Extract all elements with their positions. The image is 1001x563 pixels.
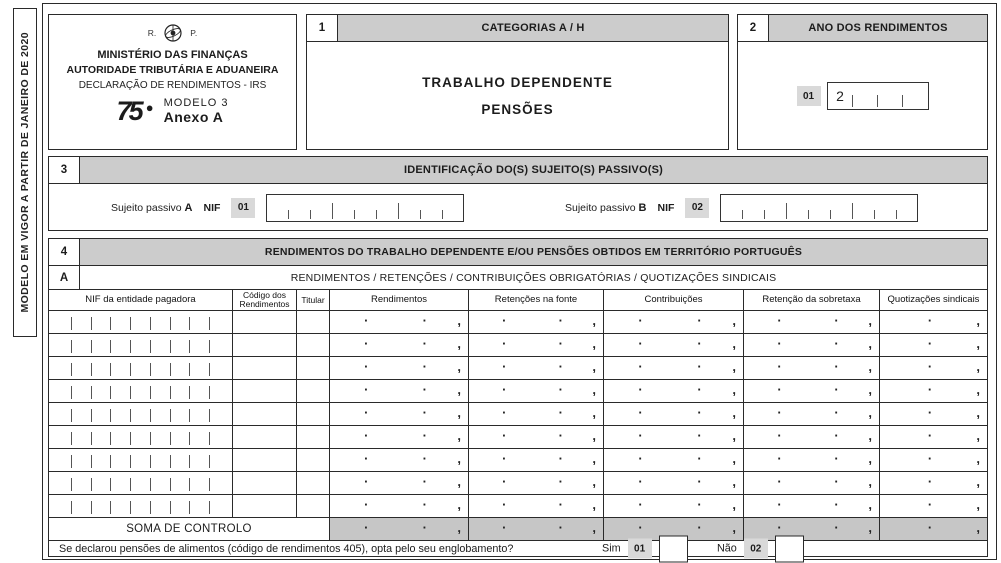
col-header-contribuicoes: Contribuições bbox=[603, 290, 743, 310]
rendimentos-cell[interactable]: · · , bbox=[329, 334, 468, 356]
section4-income bbox=[48, 238, 988, 557]
retencao-sobretaxa-cell[interactable]: · · , bbox=[743, 449, 879, 471]
year-field-code: 01 bbox=[797, 86, 821, 106]
quotizacoes-sindicais-cell[interactable]: · , bbox=[879, 357, 987, 379]
entity-nif-input[interactable] bbox=[49, 495, 232, 517]
subject-b-field-code: 02 bbox=[685, 198, 709, 218]
contribuicoes-cell[interactable]: · · , bbox=[603, 403, 743, 425]
income-table-row bbox=[49, 472, 987, 495]
income-code-input[interactable] bbox=[232, 403, 296, 425]
yes-field-code: 01 bbox=[628, 539, 652, 559]
quotizacoes-sindicais-cell[interactable]: · , bbox=[879, 311, 987, 333]
entity-nif-input[interactable] bbox=[49, 403, 232, 425]
field-number-3: 3 bbox=[49, 157, 80, 183]
contribuicoes-cell[interactable]: · · , bbox=[603, 449, 743, 471]
quotizacoes-sindicais-cell[interactable]: · , bbox=[879, 380, 987, 402]
answer-no-group bbox=[717, 535, 804, 562]
contribuicoes-cell[interactable]: · · , bbox=[603, 380, 743, 402]
subject-a-label: Sujeito passivo A bbox=[111, 201, 193, 214]
income-year-title: ANO DOS RENDIMENTOS bbox=[769, 15, 987, 41]
entity-nif-input[interactable] bbox=[49, 357, 232, 379]
retencao-sobretaxa-cell[interactable]: · · , bbox=[743, 357, 879, 379]
income-table-row bbox=[49, 449, 987, 472]
section4-title: RENDIMENTOS DO TRABALHO DEPENDENTE E/OU PENSÕES OBTIDOS EM TERRITÓRIO PORTUGUÊS bbox=[80, 239, 987, 265]
category-pensoes: PENSÕES bbox=[481, 102, 554, 117]
section3-body bbox=[49, 184, 987, 231]
quotizacoes-sindicais-cell[interactable]: · , bbox=[879, 334, 987, 356]
contribuicoes-cell[interactable]: · · , bbox=[603, 472, 743, 494]
titular-input[interactable] bbox=[296, 380, 329, 402]
income-code-input[interactable] bbox=[232, 426, 296, 448]
ministry-name: MINISTÉRIO DAS FINANÇAS bbox=[97, 49, 248, 61]
year-input[interactable]: 2 bbox=[827, 82, 929, 110]
income-table-row bbox=[49, 357, 987, 380]
titular-input[interactable] bbox=[296, 334, 329, 356]
rendimentos-cell[interactable]: · · , bbox=[329, 495, 468, 517]
titular-input[interactable] bbox=[296, 426, 329, 448]
income-code-input[interactable] bbox=[232, 472, 296, 494]
quotizacoes-sindicais-cell[interactable]: · , bbox=[879, 449, 987, 471]
income-table-row bbox=[49, 334, 987, 357]
subject-b-nif-label: NIF bbox=[657, 201, 675, 214]
subject-b-label: Sujeito passivo B bbox=[565, 201, 647, 214]
income-year-box bbox=[737, 14, 988, 150]
contribuicoes-cell[interactable]: · · , bbox=[603, 495, 743, 517]
income-table-header bbox=[49, 290, 987, 311]
form-version-sidebar bbox=[13, 8, 37, 337]
quotizacoes-sindicais-cell[interactable]: · , bbox=[879, 472, 987, 494]
income-table-row bbox=[49, 495, 987, 518]
income-table-row bbox=[49, 426, 987, 449]
retencoes-fonte-cell[interactable]: · · , bbox=[468, 380, 603, 402]
contribuicoes-cell[interactable]: · · , bbox=[603, 426, 743, 448]
quotizacoes-sindicais-cell[interactable]: · , bbox=[879, 495, 987, 517]
quotizacoes-sindicais-cell[interactable]: · , bbox=[879, 426, 987, 448]
categories-body bbox=[307, 42, 728, 150]
anexo-label: Anexo A bbox=[163, 109, 224, 125]
yes-label: Sim bbox=[602, 542, 621, 555]
categories-title: CATEGORIAS A / H bbox=[338, 15, 728, 41]
col-header-quotizacoes: Quotizações sindicais bbox=[879, 290, 987, 310]
irs-logo-icon: 75 ● bbox=[116, 96, 151, 126]
quotizacoes-sindicais-cell[interactable]: · , bbox=[879, 403, 987, 425]
subject-a-nif-label: NIF bbox=[203, 201, 221, 214]
retencao-sobretaxa-cell[interactable]: · · , bbox=[743, 311, 879, 333]
retencao-sobretaxa-cell[interactable]: · · , bbox=[743, 334, 879, 356]
retencao-sobretaxa-cell[interactable]: · · , bbox=[743, 403, 879, 425]
retencoes-fonte-cell[interactable]: · · , bbox=[468, 472, 603, 494]
rendimentos-cell[interactable]: · · , bbox=[329, 311, 468, 333]
ministry-box bbox=[48, 14, 297, 150]
yes-checkbox[interactable] bbox=[659, 535, 688, 562]
subsection-a-letter: A bbox=[49, 266, 80, 289]
income-code-input[interactable] bbox=[232, 380, 296, 402]
modelo-label: MODELO 3 bbox=[163, 97, 229, 109]
soma-sobretaxa-cell: · · , bbox=[743, 518, 879, 540]
soma-quotizacoes-cell: · , bbox=[879, 518, 987, 540]
alimony-question-row bbox=[49, 541, 987, 556]
retencoes-fonte-cell[interactable]: · · , bbox=[468, 495, 603, 517]
subsection-a-title: RENDIMENTOS / RETENÇÕES / CONTRIBUIÇÕES OBRIGATÓRIAS / QUOTIZAÇÕES SINDICAIS bbox=[290, 271, 777, 284]
entity-nif-input[interactable] bbox=[49, 334, 232, 356]
form-outer-frame bbox=[42, 3, 997, 560]
categories-box-header bbox=[307, 15, 728, 42]
retencoes-fonte-cell[interactable]: · · , bbox=[468, 426, 603, 448]
contribuicoes-cell[interactable]: · · , bbox=[603, 311, 743, 333]
income-code-input[interactable] bbox=[232, 495, 296, 517]
categories-box bbox=[306, 14, 729, 150]
subject-a-field-code: 01 bbox=[231, 198, 255, 218]
alimony-question-text: Se declarou pensões de alimentos (código de rendimentos 405), opta pelo seu englobamento? bbox=[59, 542, 514, 555]
entity-nif-input[interactable] bbox=[49, 380, 232, 402]
contribuicoes-cell[interactable]: · · , bbox=[603, 334, 743, 356]
col-header-retencoes: Retenções na fonte bbox=[468, 290, 603, 310]
income-year-header bbox=[738, 15, 987, 42]
titular-input[interactable] bbox=[296, 472, 329, 494]
rendimentos-cell[interactable]: · · , bbox=[329, 449, 468, 471]
no-field-code: 02 bbox=[744, 539, 768, 559]
irs-logo-row bbox=[49, 97, 296, 125]
col-header-codigo: Código dos Rendimentos bbox=[232, 290, 296, 310]
col-header-rendimentos: Rendimentos bbox=[329, 290, 468, 310]
authority-name: AUTORIDADE TRIBUTÁRIA E ADUANEIRA bbox=[66, 64, 279, 76]
soma-rendimentos-cell: · · , bbox=[329, 518, 468, 540]
soma-retencoes-cell: · · , bbox=[468, 518, 603, 540]
income-code-input[interactable] bbox=[232, 311, 296, 333]
income-table-row bbox=[49, 403, 987, 426]
rendimentos-cell[interactable]: · · , bbox=[329, 403, 468, 425]
field-number-2: 2 bbox=[738, 15, 769, 41]
no-checkbox[interactable] bbox=[775, 535, 804, 562]
income-code-input[interactable] bbox=[232, 357, 296, 379]
republic-emblem-row bbox=[49, 23, 296, 43]
income-table-body bbox=[49, 311, 987, 518]
entity-nif-input[interactable] bbox=[49, 472, 232, 494]
titular-input[interactable] bbox=[296, 449, 329, 471]
field-number-1: 1 bbox=[307, 15, 338, 41]
subject-a-group bbox=[111, 194, 464, 222]
section3-title: IDENTIFICAÇÃO DO(S) SUJEITO(S) PASSIVO(S) bbox=[80, 157, 987, 183]
entity-nif-input[interactable] bbox=[49, 449, 232, 471]
emblem-left-label: R. bbox=[147, 28, 157, 38]
section4-header bbox=[49, 239, 987, 266]
retencao-sobretaxa-cell[interactable]: · · , bbox=[743, 472, 879, 494]
section3-header bbox=[49, 157, 987, 184]
titular-input[interactable] bbox=[296, 495, 329, 517]
retencao-sobretaxa-cell[interactable]: · · , bbox=[743, 495, 879, 517]
retencoes-fonte-cell[interactable]: · · , bbox=[468, 403, 603, 425]
field-number-4: 4 bbox=[49, 239, 80, 265]
soma-contribuicoes-cell: · · , bbox=[603, 518, 743, 540]
section3-taxpayers bbox=[48, 156, 988, 231]
contribuicoes-cell[interactable]: · · , bbox=[603, 357, 743, 379]
titular-input[interactable] bbox=[296, 311, 329, 333]
soma-label: SOMA DE CONTROLO bbox=[126, 523, 252, 535]
income-table-row bbox=[49, 311, 987, 334]
soma-de-controlo-row bbox=[49, 518, 987, 541]
retencao-sobretaxa-cell[interactable]: · · , bbox=[743, 426, 879, 448]
retencoes-fonte-cell[interactable]: · · , bbox=[468, 357, 603, 379]
entity-nif-input[interactable] bbox=[49, 426, 232, 448]
rendimentos-cell[interactable]: · · , bbox=[329, 357, 468, 379]
answer-yes-group bbox=[602, 535, 688, 562]
subject-b-nif-input[interactable] bbox=[720, 194, 918, 222]
no-label: Não bbox=[717, 542, 737, 555]
republic-coat-of-arms-icon bbox=[163, 23, 183, 43]
rendimentos-cell[interactable]: · · , bbox=[329, 380, 468, 402]
col-header-nif: NIF da entidade pagadora bbox=[85, 294, 196, 306]
retencoes-fonte-cell[interactable]: · · , bbox=[468, 311, 603, 333]
retencoes-fonte-cell[interactable]: · · , bbox=[468, 334, 603, 356]
income-code-input[interactable] bbox=[232, 334, 296, 356]
category-trabalho-dependente: TRABALHO DEPENDENTE bbox=[422, 75, 613, 90]
subject-b-group bbox=[565, 194, 918, 222]
emblem-right-label: P. bbox=[190, 28, 198, 38]
declaration-type: DECLARAÇÃO DE RENDIMENTOS - IRS bbox=[78, 80, 267, 91]
retencoes-fonte-cell[interactable]: · · , bbox=[468, 449, 603, 471]
col-header-sobretaxa: Retenção da sobretaxa bbox=[743, 290, 879, 310]
income-table-row bbox=[49, 380, 987, 403]
titular-input[interactable] bbox=[296, 357, 329, 379]
entity-nif-input[interactable] bbox=[49, 311, 232, 333]
retencao-sobretaxa-cell[interactable]: · · , bbox=[743, 380, 879, 402]
income-year-body bbox=[738, 42, 987, 150]
income-code-input[interactable] bbox=[232, 449, 296, 471]
col-header-titular: Titular bbox=[296, 290, 329, 310]
subject-a-nif-input[interactable] bbox=[266, 194, 464, 222]
rendimentos-cell[interactable]: · · , bbox=[329, 472, 468, 494]
form-version-label: MODELO EM VIGOR A PARTIR DE JANEIRO DE 2020 bbox=[19, 32, 31, 313]
titular-input[interactable] bbox=[296, 403, 329, 425]
rendimentos-cell[interactable]: · · , bbox=[329, 426, 468, 448]
subsection-a-row bbox=[49, 266, 987, 290]
